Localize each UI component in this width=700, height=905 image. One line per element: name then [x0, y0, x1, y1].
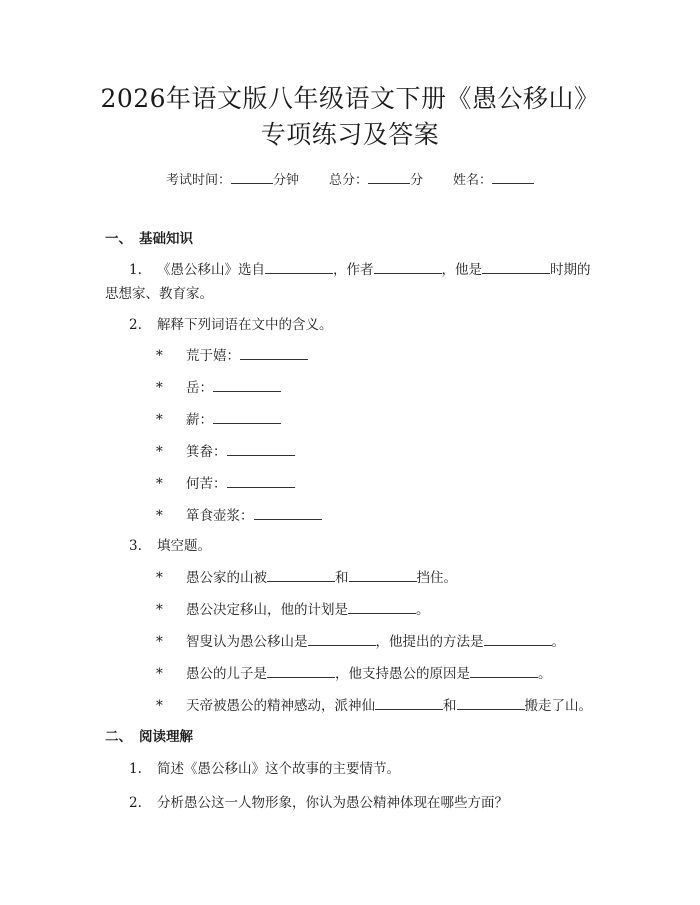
- name-label: 姓名：: [453, 173, 493, 188]
- time-blank: [231, 170, 273, 184]
- answer-blank: [482, 260, 550, 274]
- list-item: * 何苦：: [156, 474, 295, 493]
- answer-blank: [457, 696, 525, 710]
- list-item: * 愚公家的山被 和 挡住。: [156, 570, 457, 586]
- exam-info-line: [0, 170, 700, 190]
- list-item: * 天帝被愚公的精神感动，派神仙 和 搬走了山。: [156, 698, 592, 714]
- answer-blank: [240, 346, 308, 360]
- question-1: [105, 258, 600, 306]
- list-item: * 箕畚：: [156, 442, 295, 461]
- question-number: 2.: [129, 795, 142, 811]
- question-number: 1.: [129, 761, 142, 777]
- answer-blank: [227, 474, 295, 488]
- question-text: 时期的: [550, 262, 591, 278]
- score-blank: [368, 170, 410, 184]
- question-3: [105, 534, 600, 558]
- list-item: * 愚公决定移山，他的计划是 。: [156, 602, 430, 618]
- answer-blank: [470, 664, 538, 678]
- answer-blank: [267, 568, 335, 582]
- section-title: 基础知识: [139, 231, 193, 247]
- question-2: [105, 313, 600, 337]
- time-unit: 分钟: [272, 173, 299, 188]
- question-text: 简述《愚公移山》这个故事的主要情节。: [157, 761, 400, 777]
- name-blank: [492, 170, 534, 184]
- question-text: ，他是: [441, 262, 482, 278]
- title-line-2: 专项练习及答案: [260, 120, 440, 149]
- list-item: * 薪：: [156, 410, 281, 429]
- list-item: * 岳：: [156, 378, 281, 397]
- reading-question-2: [105, 791, 600, 815]
- answer-blank: [484, 632, 552, 646]
- list-item: * 荒于嬉：: [156, 346, 308, 365]
- title-line-1: 2026年语文版八年级语文下册《愚公移山》: [100, 84, 600, 113]
- answer-blank: [254, 506, 322, 520]
- answer-blank: [227, 442, 295, 456]
- question-number: 2.: [129, 317, 142, 333]
- answer-blank: [348, 600, 416, 614]
- section-number: 一、: [105, 231, 132, 247]
- answer-blank: [213, 378, 281, 392]
- answer-blank: [349, 568, 417, 582]
- answer-blank: [374, 260, 442, 274]
- time-label: 考试时间：: [165, 173, 231, 188]
- answer-blank: [265, 260, 333, 274]
- section-heading-1: [105, 230, 193, 248]
- question-text: 填空题。: [157, 538, 211, 554]
- list-item: * 智叟认为愚公移山是 ，他提出的方法是 。: [156, 634, 565, 650]
- list-item: * 愚公的儿子是 ，他支持愚公的原因是 。: [156, 666, 552, 682]
- score-label: 总分：: [328, 173, 368, 188]
- question-number: 1.: [129, 262, 142, 278]
- answer-blank: [375, 696, 443, 710]
- section-title: 阅读理解: [139, 729, 193, 745]
- reading-question-1: [105, 757, 600, 781]
- score-unit: 分: [410, 173, 424, 188]
- answer-blank: [308, 632, 376, 646]
- section-heading-2: [105, 728, 193, 746]
- answer-blank: [267, 664, 335, 678]
- question-text: ，作者: [333, 262, 374, 278]
- section-number: 二、: [105, 729, 132, 745]
- question-text: 思想家、教育家。: [105, 286, 213, 302]
- question-text: 《愚公移山》选自: [157, 262, 265, 278]
- answer-blank: [213, 410, 281, 424]
- question-text: 分析愚公这一人物形象，你认为愚公精神体现在哪些方面？: [157, 795, 508, 811]
- question-text: 解释下列词语在文中的含义。: [157, 317, 333, 333]
- list-item: * 箪食壶浆：: [156, 506, 322, 525]
- question-number: 3.: [129, 538, 142, 554]
